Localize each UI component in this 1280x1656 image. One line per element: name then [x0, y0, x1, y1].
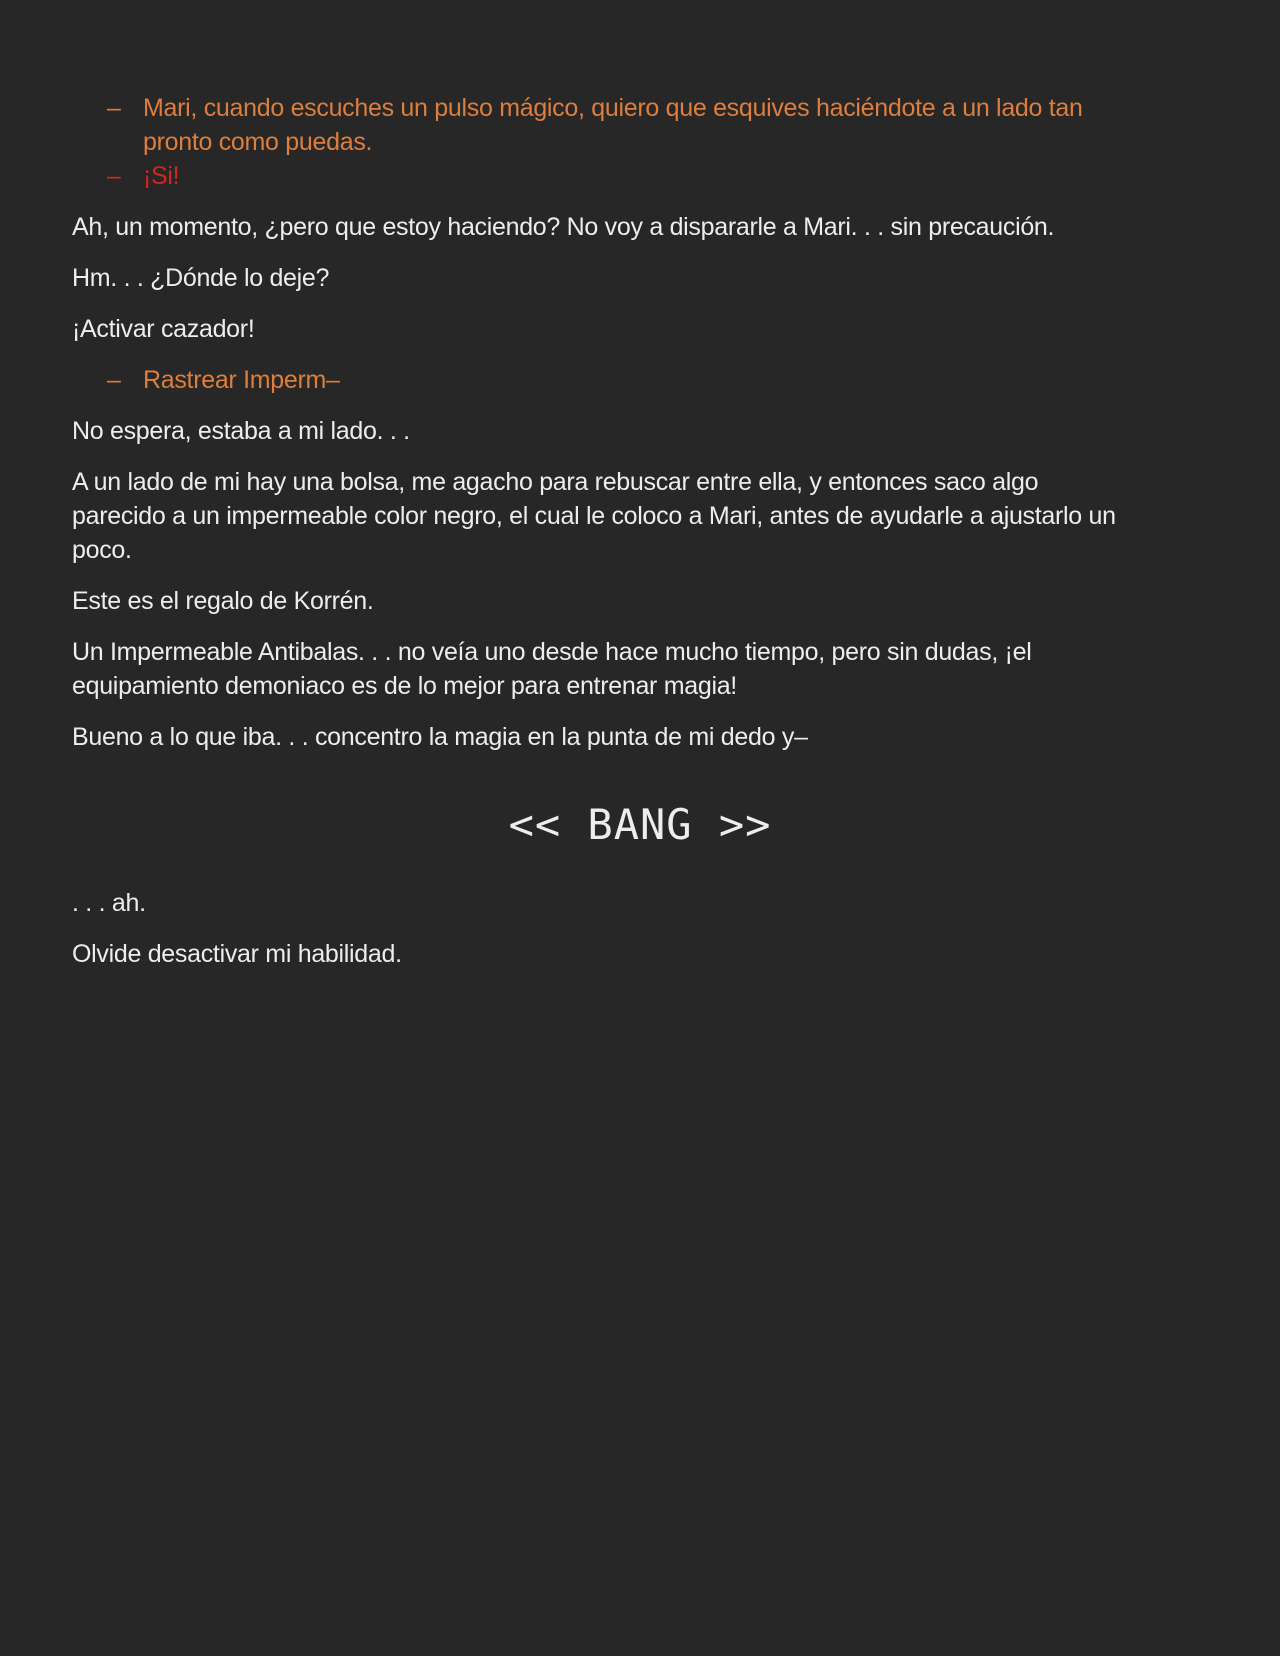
dialogue-dash: –: [107, 162, 121, 190]
dialogue-text: Mari, cuando escuches un pulso mágico, quiero que esquives haciéndote a un lado tan pronto como puedas.: [143, 94, 1083, 156]
paragraph: Bueno a lo que iba. . . concentro la magia en la punta de mi dedo y–: [72, 723, 808, 751]
dialogue-text: Rastrear Imperm–: [143, 366, 340, 394]
dialogue-line: [107, 91, 1117, 159]
paragraph: A un lado de mi hay una bolsa, me agacho para rebuscar entre ella, y entonces saco algo parecido a un impermeable color negro, el cual le coloco a Mari, antes de ayudarle a ajustarlo un poco.: [72, 468, 1116, 564]
paragraph: ¡Activar cazador!: [72, 315, 255, 343]
paragraph: No espera, estaba a mi lado. . .: [72, 417, 410, 445]
paragraph: Olvide desactivar mi habilidad.: [72, 940, 402, 968]
dialogue-dash: –: [107, 366, 121, 394]
dialogue-dash: –: [107, 94, 121, 122]
paragraph: Un Impermeable Antibalas. . . no veía uno desde hace mucho tiempo, pero sin dudas, ¡el equipamiento demoniaco es de lo mejor para entrenar magia!: [72, 638, 1032, 700]
sfx-bang: << BANG >>: [508, 800, 772, 849]
paragraph: Hm. . . ¿Dónde lo deje?: [72, 264, 330, 292]
dialogue-line: [107, 363, 1117, 397]
dialogue-line: [107, 159, 1117, 193]
dialogue-text: ¡Si!: [143, 162, 180, 190]
paragraph: Este es el regalo de Korrén.: [72, 587, 374, 615]
paragraph: Ah, un momento, ¿pero que estoy haciendo? No voy a dispararle a Mari. . . sin precaución.: [72, 213, 1055, 241]
paragraph: . . . ah.: [72, 889, 146, 917]
